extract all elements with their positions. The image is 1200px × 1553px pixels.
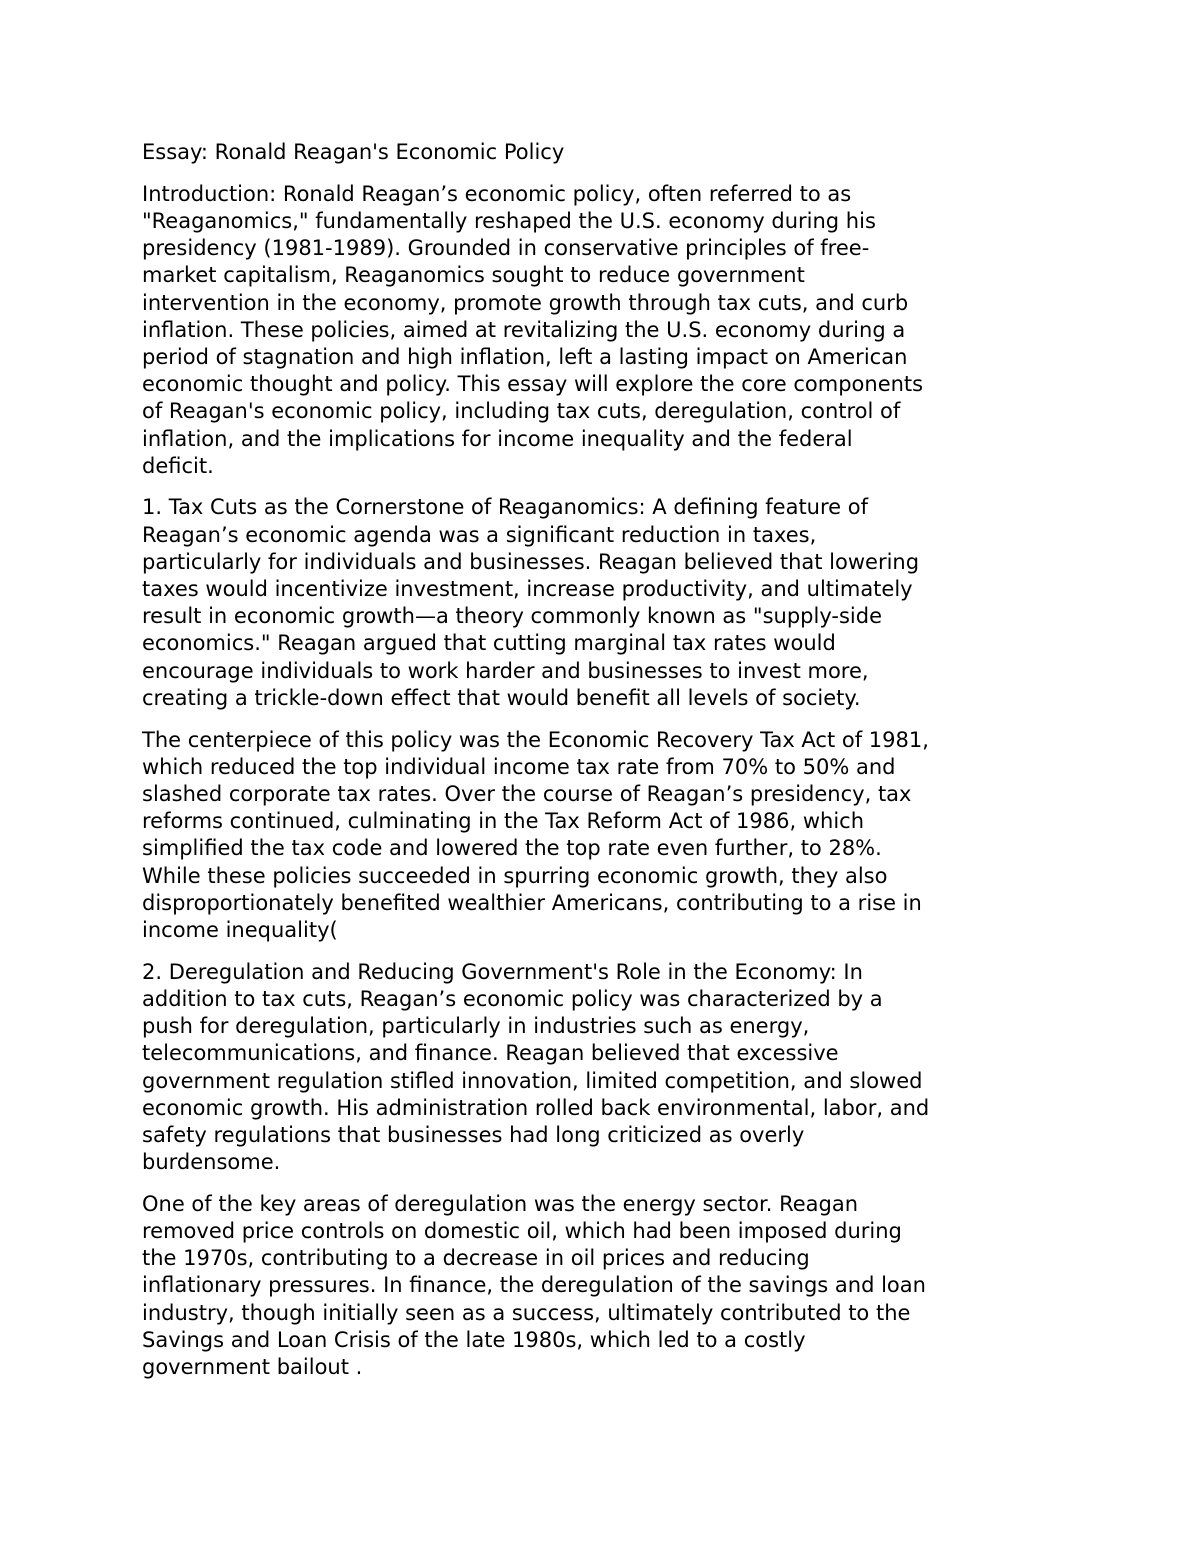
- text-line: simplified the tax code and lowered the top rate even further, to 28%.: [142, 836, 882, 861]
- text-line: economic growth. His administration rolled back environmental, labor, and: [142, 1095, 930, 1120]
- paragraph-deregulation: [142, 959, 1072, 1177]
- text-line: presidency (1981-1989). Grounded in conservative principles of free-: [142, 236, 870, 261]
- text-line: period of stagnation and high inflation, left a lasting impact on American: [142, 344, 908, 369]
- text-line: burdensome.: [142, 1150, 281, 1175]
- text-line: removed price controls on domestic oil, which had been imposed during: [142, 1219, 902, 1244]
- text-line: economics." Reagan argued that cutting marginal tax rates would: [142, 631, 836, 656]
- text-line: of Reagan's economic policy, including tax cuts, deregulation, control of: [142, 399, 901, 424]
- text-line: addition to tax cuts, Reagan’s economic policy was characterized by a: [142, 986, 883, 1011]
- paragraph-energy-finance: [142, 1191, 1072, 1381]
- text-line: the 1970s, contributing to a decrease in oil prices and reducing: [142, 1246, 810, 1271]
- text-line: result in economic growth—a theory commonly known as "supply-side: [142, 604, 882, 629]
- text-line: encourage individuals to work harder and businesses to invest more,: [142, 658, 869, 683]
- text-line: inflationary pressures. In finance, the deregulation of the savings and loan: [142, 1273, 926, 1298]
- text-line: telecommunications, and finance. Reagan believed that excessive: [142, 1041, 839, 1066]
- essay-body: [142, 139, 1072, 1396]
- text-line: reforms continued, culminating in the Tax Reform Act of 1986, which: [142, 809, 865, 834]
- text-line: One of the key areas of deregulation was the energy sector. Reagan: [142, 1191, 859, 1216]
- text-line: government bailout .: [142, 1355, 363, 1380]
- text-line: government regulation stifled innovation, limited competition, and slowed: [142, 1068, 923, 1093]
- text-line: push for deregulation, particularly in industries such as energy,: [142, 1014, 810, 1039]
- text-line: creating a trickle-down effect that would benefit all levels of society.: [142, 685, 861, 710]
- text-line: slashed corporate tax rates. Over the course of Reagan’s presidency, tax: [142, 781, 912, 806]
- text-line: 2. Deregulation and Reducing Government's Role in the Economy: In: [142, 959, 863, 984]
- text-line: The centerpiece of this policy was the Economic Recovery Tax Act of 1981,: [142, 727, 929, 752]
- paragraph-introduction: [142, 181, 1072, 480]
- text-line: inflation, and the implications for income inequality and the federal: [142, 426, 853, 451]
- text-line: deficit.: [142, 453, 214, 478]
- text-line: inflation. These policies, aimed at revitalizing the U.S. economy during a: [142, 317, 906, 342]
- text-line: particularly for individuals and businesses. Reagan believed that lowering: [142, 549, 920, 574]
- text-line: "Reaganomics," fundamentally reshaped the U.S. economy during his: [142, 208, 876, 233]
- text-line: industry, though initially seen as a success, ultimately contributed to the: [142, 1300, 911, 1325]
- text-line: disproportionately benefited wealthier Americans, contributing to a rise in: [142, 890, 922, 915]
- text-line: intervention in the economy, promote growth through tax cuts, and curb: [142, 290, 909, 315]
- text-line: Savings and Loan Crisis of the late 1980s, which led to a costly: [142, 1327, 806, 1352]
- text-line: Introduction: Ronald Reagan’s economic policy, often referred to as: [142, 181, 852, 206]
- text-line: 1. Tax Cuts as the Cornerstone of Reaganomics: A defining feature of: [142, 495, 868, 520]
- text-line: income inequality(: [142, 917, 338, 942]
- text-line: taxes would incentivize investment, increase productivity, and ultimately: [142, 577, 913, 602]
- essay-title: [142, 139, 1072, 166]
- text-line: Reagan’s economic agenda was a significant reduction in taxes,: [142, 522, 817, 547]
- text-line: which reduced the top individual income tax rate from 70% to 50% and: [142, 754, 896, 779]
- text-line: safety regulations that businesses had long criticized as overly: [142, 1122, 805, 1147]
- paragraph-tax-cuts: [142, 494, 1072, 712]
- text-line: market capitalism, Reaganomics sought to reduce government: [142, 263, 805, 288]
- text-line: While these policies succeeded in spurring economic growth, they also: [142, 863, 888, 888]
- title-line: Essay: Ronald Reagan's Economic Policy: [142, 140, 565, 164]
- text-line: economic thought and policy. This essay will explore the core components: [142, 372, 924, 397]
- paragraph-tax-act: [142, 727, 1072, 945]
